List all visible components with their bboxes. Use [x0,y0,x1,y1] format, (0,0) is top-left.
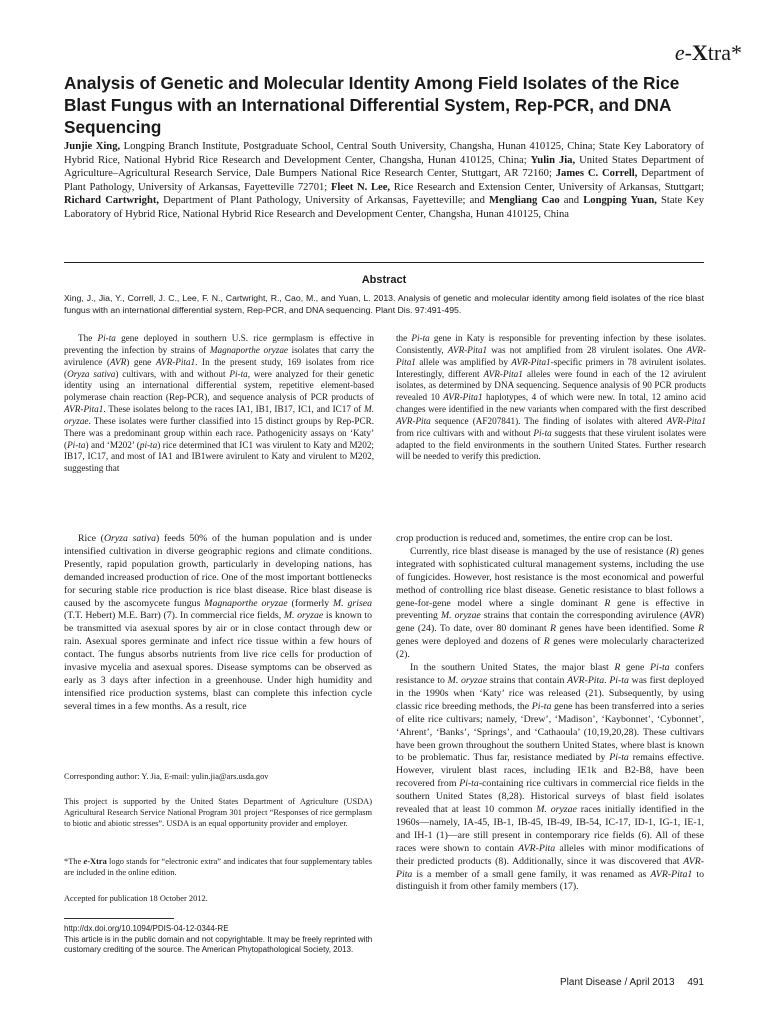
extra-logo-note: *The e-Xtra logo stands for “electronic extra” and indicates that four supplementary tables are included in the online edition. [64,857,372,877]
extra-logo-x: X [691,40,708,65]
body-column-left: Rice (Oryza sativa) feeds 50% of the human population and is under intensified cultivation in diverse geographic regions and climate conditions. Presently, rapid population growth, particularly in developing nations, has demanded increased production of rice. One of the most important bottlenecks for securing stable rice production is rice blast disease. Rice blast disease is caused by the ascomycete fungus Magnaporthe oryzae (formerly M. grisea (T.T. Hebert) M.E. Barr) (7). In commercial rice fields, M. oryzae is known to be transmitted via asexual spores by air or in close contact through dew or rain. Asexual spores germinate and infect rice tissue within a few hours of contact. The fungus absorbs nutrients from live rice cells for production of invasive mycelia and asexual spores. Disease symptoms can be observed as early as 3 days after infection in a greenhouse. Under high humidity and intensified rice production systems, blast can complete this infection cycle several times in a few months. As a result, rice [64,533,373,712]
footnote-divider [64,918,174,919]
abstract-heading: Abstract [361,274,407,286]
header-divider [64,262,704,263]
funding-note: This project is supported by the United States Department of Agriculture (USDA) Agricultural Research Service National Program 301 project “Responses of rice germplasm to biotic and abiotic stresses”. USDA is an equal opportunity provider and employer. [64,797,372,828]
extra-logo [675,40,742,66]
author-affiliations: Junjie Xing, Longping Branch Institute, Postgraduate School, Central South University, Changsha, Hunan 410125, China; State Key Laboratory of Hybrid Rice, National Hybrid Rice Research and Development Center, Changsha, Hunan 410125, China; Yulin Jia, United States Department of Agriculture–Agricultural Research Service, Dale Bumpers National Rice Research Center, Stuttgart, AR 72160; James C. Correll, Department of Plant Pathology, University of Arkansas, Fayetteville 72701; Fleet N. Lee, Rice Research and Extension Center, University of Arkansas, Stuttgart; Richard Cartwright, Department of Plant Pathology, University of Arkansas, Fayetteville; and Mengliang Cao and Longping Yuan, State Key Laboratory of Hybrid Rice, National Hybrid Rice Research and Development Center, Changsha, Hunan 410125, China [64,141,704,220]
extra-logo-e: e- [674,40,692,65]
footer-notes [64,924,376,956]
doi-link[interactable]: http://dx.doi.org/10.1094/PDIS-04-12-0344-RE [64,924,229,933]
body-column-right: crop production is reduced and, sometimes, the entire crop can be lost. Currently, rice blast disease is managed by the use of resistance (R) genes integrated with sophisticated cultural management systems, including the use of fungicides. However, host resistance is the most economical and powerful method of controlling rice blast disease. Genetic resistance to blast follows a gene-for-gene model where a single dominant R gene is effective in preventing M. oryzae strains that contain the corresponding avirulence (AVR) gene (24). To date, over 80 dominant R genes have been identified. Some R genes were deployed and dozens of R genes were molecularly characterized (2). In the southern United States, the major blast R gene Pi-ta confers resistance to M. oryzae strains that contain AVR-Pita. Pi-ta was first deployed in the 1990s when ‘Katy’ rice was released (21). Subsequently, by using classic rice breeding methods, the Pi-ta gene has been transferred into a series of elite rice cultivars; namely, ‘Drew’, ‘Madison’, ‘Kaybonnet’, ‘Cybonnet’, ‘Ahrent’, ‘Banks’, ‘Springs’, and ‘Cathaoula’ (10,19,20,28). These cultivars have been grown throughout the southern United States, where blast is known to be problematic. Thus far, resistance mediated by Pi-ta remains effective. However, virulent blast races, including IE1k and B2-B8, have been recovered from Pi-ta-containing rice cultivars in commercial rice fields in the southern United States (8,28). Historical surveys of blast field isolates revealed that at least 10 common M. oryzae races initially identified in the 1960s—namely, IA-45, IB-1, IB-45, IB-49, IB-54, IC-17, ID-1, IG-1, IE-1, and IH-1 (1)—are still present in contemporary rice fields (6). All of these races were shown to contain AVR-Pita alleles with minor modifications of their predicted products (8). Additionally, since it was discovered that AVR-Pita is a member of a small gene family, it was renamed as AVR-Pita1 to distinguish it from other family members (17). [396,533,704,893]
journal-issue: Plant Disease / April 2013 [560,977,675,988]
extra-logo-tra: tra* [707,40,742,65]
accepted-date-note: Accepted for publication 18 October 2012. [64,894,208,903]
public-domain-notice: This article is in the public domain and not copyrightable. It may be freely reprinted with customary crediting of the source. The American Phytopathological Society, 2013. [64,934,373,955]
article-title: Analysis of Genetic and Molecular Identity Among Field Isolates of the Rice Blast Fungus with an International Differential System, Rep-PCR, and DNA Sequencing [64,73,680,137]
abstract-column-right: the Pi-ta gene in Katy is responsible for preventing infection by these isolates. Consistently, AVR-Pita1 was not amplified from 28 virulent isolates. One AVR-Pita1 allele was amplified by AVR-Pita1-specific primers in 78 avirulent isolates. Interestingly, different AVR-Pita1 alleles were found in each of the 12 avirulent isolates, as determined by DNA sequencing. Sequence analysis of 90 PCR products revealed 10 AVR-Pita1 haplotypes, 4 of which were new. In total, 12 amino acid changes were identified in the new variants when compared with the first described AVR-Pita sequence (AF207841). The finding of isolates with altered AVR-Pita1 from rice cultivars with and without Pi-ta suggests that these virulent isolates were adapted to the field environments in the southern United States. Further research will be needed to verify this prediction. [396,333,706,462]
page-number: 491 [687,977,704,988]
abstract-column-left: The Pi-ta gene deployed in southern U.S. rice germplasm is effective in preventing the infection by strains of Magnaporthe oryzae isolates that carry the avirulence (AVR) gene AVR-Pita1. In the present study, 169 isolates from rice (Oryza sativa) cultivars, with and without Pi-ta, were analyzed for their genetic identity using an international differential system, repetitive element-based polymerase chain reaction (Rep-PCR), and sequence analysis of PCR products of AVR-Pita1. These isolates belong to the races IA1, IB1, IB17, IC1, and IC17 of M. oryzae. These isolates were further classified into 15 distinct groups by Rep-PCR. There was a predominant group within each race. Pathogenicity assays on ‘Katy’ (Pi-ta) and ‘M202’ (pi-ta) rice determined that IC1 was virulent to Katy and M202; IB17, IC17, and most of IA1 and IB1were avirulent to Katy and virulent to M202, suggesting that [64,333,375,474]
abstract-citation: Xing, J., Jia, Y., Correll, J. C., Lee, F. N., Cartwright, R., Cao, M., and Yuan, L. 2013. Analysis of genetic and molecular identity among field isolates of the rice blast fungus with an international differential system, Rep-PCR, and DNA sequencing. Plant Dis. 97:491-495. [64,293,704,315]
page-footer [560,977,704,988]
corresponding-author-note: Corresponding author: Y. Jia, E-mail: yulin.jia@ars.usda.gov [64,772,269,781]
